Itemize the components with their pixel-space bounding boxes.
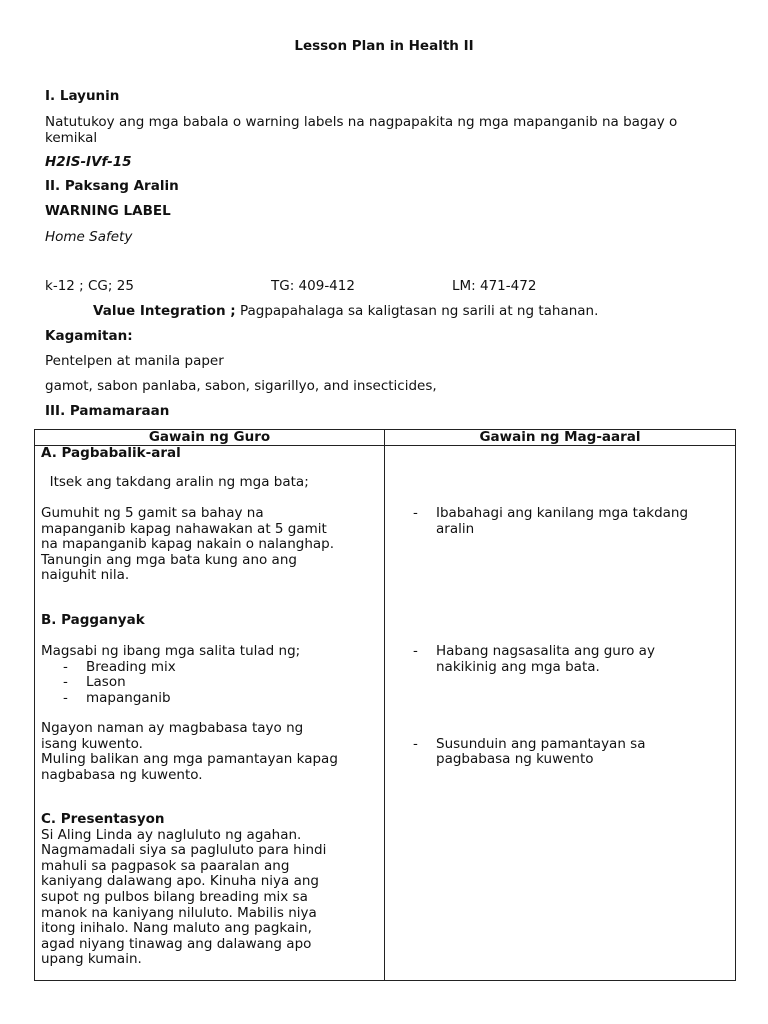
column-header-guro: Gawain ng Guro xyxy=(35,430,385,446)
section-c-heading: C. Presentasyon xyxy=(41,811,165,827)
story-line: Nagmamadali siya sa pagluluto para hindi xyxy=(41,842,327,859)
section-b-intro: Magsabi ng ibang mga salita tulad ng; xyxy=(41,643,301,659)
kagamitan-item: gamot, sabon panlaba, sabon, sigarillyo, and insecticides, xyxy=(45,378,437,394)
value-integration-label: Value Integration ; xyxy=(93,303,236,319)
section-a-heading: A. Pagbabalik-aral xyxy=(41,445,181,461)
section-b-text: Muling balikan ang mga pamantayan kapag xyxy=(41,751,338,768)
section-b-text: Ngayon naman ay magbabasa tayo ng xyxy=(41,720,304,736)
layunin-text: Natutukoy ang mga babala o warning labels na nagpapakita ng mga mapanganib na bagay o kemikal xyxy=(45,114,678,146)
magaaral-cell xyxy=(385,446,736,981)
section-a-text: Tanungin ang mga bata kung ano ang xyxy=(41,551,297,568)
list-bullet: - xyxy=(413,643,418,659)
column-header-magaaral: Gawain ng Mag-aaral xyxy=(385,430,736,446)
story-line: manok na kaniyang niluluto. Mabilis niya xyxy=(41,904,317,921)
section-a-text: Gumuhit ng 5 gamit sa bahay na xyxy=(41,505,264,521)
story-line: mahuli sa pagpasok sa paaralan ang xyxy=(41,857,290,874)
section-a-text: mapanganib kapag nahawakan at 5 gamit xyxy=(41,520,327,537)
story-line: itong inihalo. Nang maluto ang pagkain, xyxy=(41,920,312,937)
list-bullet: - xyxy=(63,689,68,706)
section-b-heading: B. Pagganyak xyxy=(41,612,145,628)
lesson-activity-table xyxy=(34,429,736,981)
list-bullet: - xyxy=(413,735,418,752)
student-activity-line: Susunduin ang pamantayan sa xyxy=(436,735,646,752)
value-integration xyxy=(93,303,598,319)
kagamitan-heading: Kagamitan: xyxy=(45,328,133,344)
kagamitan-item: Pentelpen at manila paper xyxy=(45,353,224,369)
list-bullet: - xyxy=(413,505,418,521)
reference-lm: LM: 471-472 xyxy=(452,278,537,294)
student-activity-line: aralin xyxy=(436,520,475,537)
story-line: upang kumain. xyxy=(41,951,142,968)
reference-k12: k-12 ; CG; 25 xyxy=(45,278,134,294)
list-item: Breading mix xyxy=(86,658,176,675)
list-item: Lason xyxy=(86,674,126,691)
value-integration-text: Pagpapahalaga sa kaligtasan ng sarili at ng tahanan. xyxy=(235,303,599,319)
story-line: Si Aling Linda ay nagluluto ng agahan. xyxy=(41,826,302,843)
section-a-text: naiguhit nila. xyxy=(41,567,130,584)
layunin-heading: I. Layunin xyxy=(45,88,120,104)
section-a-text: na mapanganib kapag nakain o nalanghap. xyxy=(41,536,335,553)
list-item: mapanganib xyxy=(86,689,171,706)
story-line: agad niyang tinawag ang dalawang apo xyxy=(41,935,312,952)
competency-code: H2IS-IVf-15 xyxy=(45,154,132,170)
section-b-text: isang kuwento. xyxy=(41,735,143,752)
story-line: supot ng pulbos bilang breading mix sa xyxy=(41,889,308,905)
guro-cell xyxy=(35,446,385,981)
list-bullet: - xyxy=(63,658,68,675)
student-activity-line: nakikinig ang mga bata. xyxy=(436,658,600,675)
story-line: kaniyang dalawang apo. Kinuha niya ang xyxy=(41,873,319,890)
subtopic: Home Safety xyxy=(45,229,133,245)
student-activity-line: pagbabasa ng kuwento xyxy=(436,751,594,768)
student-activity-line: Ibabahagi ang kanilang mga takdang xyxy=(436,505,689,521)
pamamaraan-heading: III. Pamamaraan xyxy=(45,403,170,419)
list-bullet: - xyxy=(63,674,68,691)
section-a-line: Itsek ang takdang aralin ng mga bata; xyxy=(41,474,309,490)
paksang-aralin-heading: II. Paksang Aralin xyxy=(45,178,179,194)
topic-title: WARNING LABEL xyxy=(45,203,171,219)
section-b-text: nagbabasa ng kuwento. xyxy=(41,766,203,783)
page-title: Lesson Plan in Health II xyxy=(294,38,474,54)
student-activity-line: Habang nagsasalita ang guro ay xyxy=(436,643,655,659)
reference-tg: TG: 409-412 xyxy=(271,278,355,294)
